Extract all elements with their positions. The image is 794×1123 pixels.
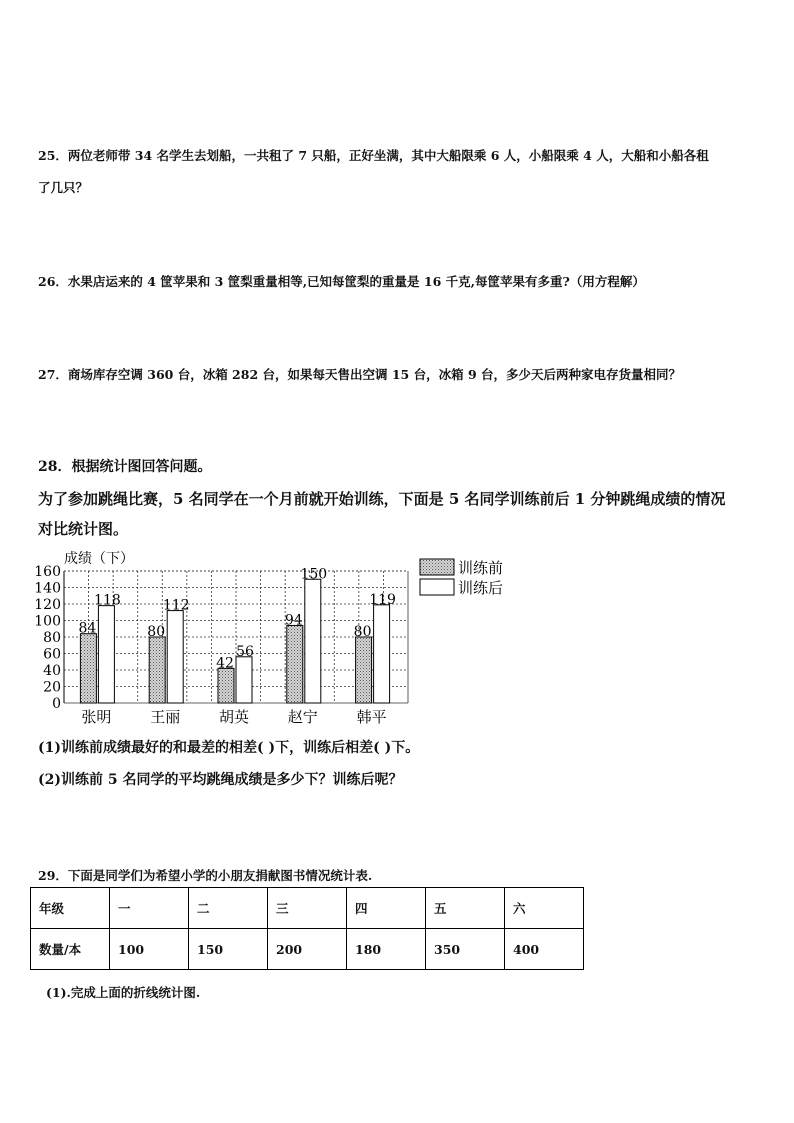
q26-text: 26．水果店运来的 4 筐苹果和 3 筐梨重量相等,已知每筐梨的重量是 16 千克,每筐苹果有多重?（用方程解） xyxy=(38,274,645,289)
table-cell: 五 xyxy=(426,888,505,929)
table-cell: 四 xyxy=(347,888,426,929)
table-header-row xyxy=(31,888,584,929)
table-cell: 三 xyxy=(268,888,347,929)
bar-after xyxy=(236,657,252,703)
y-tick-label: 120 xyxy=(34,597,61,613)
table-cell: 150 xyxy=(189,929,268,970)
bar-value-label: 80 xyxy=(353,624,372,640)
x-category-label: 韩平 xyxy=(356,708,387,726)
legend-swatch xyxy=(420,559,454,575)
bar-value-label: 80 xyxy=(147,624,166,640)
y-tick-label: 0 xyxy=(52,696,61,712)
bar-before xyxy=(356,637,372,703)
q28-sub2: (2)训练前 5 名同学的平均跳绳成绩是多少下？训练后呢？ xyxy=(38,772,403,788)
bar-after xyxy=(374,605,390,703)
x-category-label: 张明 xyxy=(81,708,112,726)
table-row xyxy=(31,929,584,970)
chart-legend xyxy=(420,559,503,597)
q29-title: 29．下面是同学们为希望小学的小朋友捐献图书情况统计表. xyxy=(38,868,373,883)
bar-value-label: 42 xyxy=(216,655,234,672)
q25-line1: 25．两位老师带 34 名学生去划船，一共租了 7 只船，正好坐满，其中大船限乘 6 人，小船限乘 4 人，大船和小船各租 xyxy=(38,148,709,163)
y-tick-label: 20 xyxy=(43,679,61,696)
bar-value-label: 112 xyxy=(162,597,190,614)
legend-label: 训练前 xyxy=(458,559,504,577)
bar-after xyxy=(167,611,183,703)
bar-before xyxy=(80,634,96,703)
x-axis-labels xyxy=(81,708,386,726)
table-cell: 年级 xyxy=(31,888,110,929)
table-cell: 100 xyxy=(110,929,189,970)
bar-before xyxy=(218,668,234,703)
bar-before xyxy=(287,625,303,703)
y-tick-label: 80 xyxy=(43,630,61,646)
q27-text: 27．商场库存空调 360 台，冰箱 282 台，如果每天售出空调 15 台，冰箱 9 台，多少天后两种家电存货量相同？ xyxy=(38,367,681,382)
bar-value-label: 119 xyxy=(369,591,396,608)
bar-after xyxy=(305,579,321,703)
y-axis-ticks xyxy=(34,564,61,712)
q28-intro-line2: 对比统计图。 xyxy=(38,520,129,538)
bar-value-label: 84 xyxy=(78,620,97,637)
table-cell: 六 xyxy=(505,888,584,929)
bar-value-label: 118 xyxy=(94,592,121,609)
y-tick-label: 160 xyxy=(34,564,61,580)
q28-title: 28．根据统计图回答问题。 xyxy=(38,459,212,475)
book-donation-table xyxy=(30,887,584,970)
y-tick-label: 100 xyxy=(34,613,61,630)
y-tick-label: 140 xyxy=(34,580,61,597)
table-cell: 二 xyxy=(189,888,268,929)
q28-sub1: (1)训练前成绩最好的和最差的相差( )下，训练后相差( )下。 xyxy=(38,740,420,756)
table-cell: 180 xyxy=(347,929,426,970)
bar-chart xyxy=(30,548,520,728)
table-cell: 400 xyxy=(505,929,584,970)
q28-intro-line1: 为了参加跳绳比赛，5 名同学在一个月前就开始训练，下面是 5 名同学训练前后 1 分钟跳绳成绩的情况 xyxy=(38,490,726,508)
bar-before xyxy=(149,637,165,703)
legend-swatch xyxy=(420,579,454,595)
table-cell: 350 xyxy=(426,929,505,970)
bar-value-label: 56 xyxy=(236,643,254,660)
x-category-label: 赵宁 xyxy=(287,708,318,726)
bar-value-label: 94 xyxy=(284,612,303,629)
q29-sub1: (1).完成上面的折线统计图. xyxy=(46,985,201,1000)
legend-label: 训练后 xyxy=(458,579,504,597)
table-cell: 一 xyxy=(110,888,189,929)
y-tick-label: 60 xyxy=(43,646,61,663)
table-cell: 数量/本 xyxy=(31,929,110,970)
chart-bars xyxy=(78,566,395,703)
table-cell: 200 xyxy=(268,929,347,970)
y-axis-title: 成绩（下） xyxy=(64,551,134,567)
x-category-label: 胡英 xyxy=(218,708,250,726)
bar-after xyxy=(98,606,114,703)
y-tick-label: 40 xyxy=(43,663,61,679)
x-category-label: 王丽 xyxy=(150,708,181,726)
q25-line2: 了几只？ xyxy=(38,180,89,195)
bar-value-label: 150 xyxy=(300,566,328,583)
